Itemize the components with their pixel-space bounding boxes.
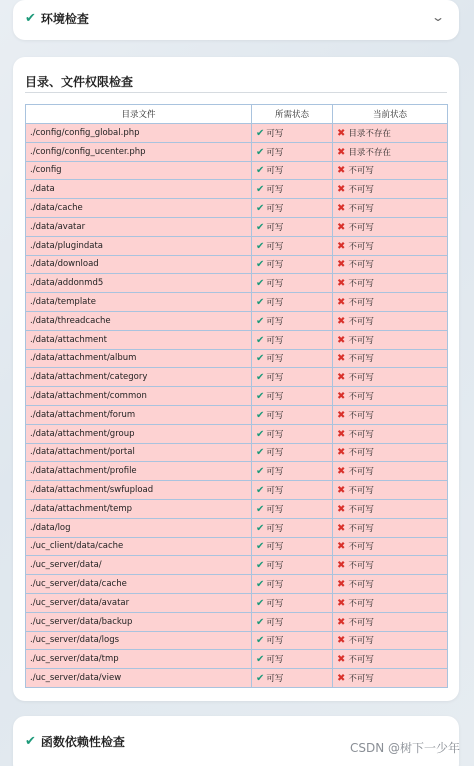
table-row xyxy=(26,669,448,688)
col-header-current: 当前状态 xyxy=(333,105,448,124)
current-cell xyxy=(333,650,448,669)
required-cell xyxy=(252,669,333,688)
cross-icon: ✖ xyxy=(337,334,346,346)
path-cell: ./data/plugindata xyxy=(26,236,252,255)
check-icon: ✔ xyxy=(256,654,265,666)
cross-icon: ✖ xyxy=(337,447,346,459)
required-cell xyxy=(252,330,333,349)
current-status: 不可写 xyxy=(348,279,374,290)
table-row xyxy=(26,255,448,274)
path-cell: ./config xyxy=(26,161,252,180)
check-icon: ✔ xyxy=(256,560,265,572)
check-icon: ✔ xyxy=(256,259,265,271)
current-status: 不可写 xyxy=(348,655,374,666)
required-status: 可写 xyxy=(266,655,284,666)
path-cell: ./uc_server/data/tmp xyxy=(26,650,252,669)
cross-icon: ✖ xyxy=(337,146,346,158)
cross-icon: ✖ xyxy=(337,315,346,327)
current-cell xyxy=(333,424,448,443)
cross-icon: ✖ xyxy=(337,353,346,365)
cross-icon: ✖ xyxy=(337,240,346,252)
check-icon: ✔ xyxy=(256,597,265,609)
cross-icon: ✖ xyxy=(337,560,346,572)
required-cell xyxy=(252,387,333,406)
watermark: CSDN @树下一少年 xyxy=(349,741,460,755)
table-header-row xyxy=(26,105,448,124)
current-status: 不可写 xyxy=(348,335,374,346)
current-status: 不可写 xyxy=(348,222,374,233)
check-icon: ✔ xyxy=(256,391,265,403)
check-icon: ✔ xyxy=(25,11,36,26)
current-status: 不可写 xyxy=(348,298,374,309)
current-status: 不可写 xyxy=(348,636,374,647)
cross-icon: ✖ xyxy=(337,597,346,609)
required-cell xyxy=(252,255,333,274)
required-status: 可写 xyxy=(266,617,284,628)
path-cell: ./data/attachment/forum xyxy=(26,405,252,424)
required-cell xyxy=(252,274,333,293)
current-cell xyxy=(333,499,448,518)
path-cell: ./data/attachment xyxy=(26,330,252,349)
current-cell xyxy=(333,255,448,274)
required-status: 可写 xyxy=(266,392,284,403)
required-cell xyxy=(252,556,333,575)
cross-icon: ✖ xyxy=(337,372,346,384)
required-status: 可写 xyxy=(266,598,284,609)
check-icon: ✔ xyxy=(256,203,265,215)
current-cell xyxy=(333,293,448,312)
current-status: 目录不存在 xyxy=(348,128,391,139)
check-icon: ✔ xyxy=(256,372,265,384)
required-cell xyxy=(252,537,333,556)
current-cell xyxy=(333,236,448,255)
current-cell xyxy=(333,462,448,481)
path-cell: ./data/attachment/portal xyxy=(26,443,252,462)
path-cell: ./data/avatar xyxy=(26,217,252,236)
check-icon: ✔ xyxy=(256,221,265,233)
required-cell xyxy=(252,124,333,143)
table-row xyxy=(26,236,448,255)
table-row xyxy=(26,311,448,330)
check-icon: ✔ xyxy=(256,673,265,684)
table-row xyxy=(26,142,448,161)
current-cell xyxy=(333,405,448,424)
cross-icon: ✖ xyxy=(337,259,346,271)
check-icon: ✔ xyxy=(256,278,265,290)
function-check-header xyxy=(25,733,125,750)
check-icon: ✔ xyxy=(256,635,265,647)
table-row xyxy=(26,462,448,481)
cross-icon: ✖ xyxy=(337,428,346,440)
path-cell: ./config/config_global.php xyxy=(26,124,252,143)
current-status: 不可写 xyxy=(348,204,374,215)
cross-icon: ✖ xyxy=(337,466,346,478)
required-cell xyxy=(252,311,333,330)
check-icon: ✔ xyxy=(256,315,265,327)
chevron-down-icon[interactable]: ⌄ xyxy=(430,10,446,24)
path-cell: ./data/threadcache xyxy=(26,311,252,330)
table-row xyxy=(26,481,448,500)
current-status: 不可写 xyxy=(348,354,374,365)
path-cell: ./data/addonmd5 xyxy=(26,274,252,293)
check-icon: ✔ xyxy=(256,165,265,177)
check-icon: ✔ xyxy=(256,466,265,478)
current-status: 不可写 xyxy=(348,392,374,403)
current-status: 不可写 xyxy=(348,241,374,252)
current-cell xyxy=(333,481,448,500)
required-cell xyxy=(252,631,333,650)
required-status: 可写 xyxy=(266,523,284,534)
cross-icon: ✖ xyxy=(337,409,346,421)
current-status: 不可写 xyxy=(348,316,374,327)
required-status: 可写 xyxy=(266,636,284,647)
required-cell xyxy=(252,650,333,669)
required-cell xyxy=(252,593,333,612)
table-row xyxy=(26,293,448,312)
check-icon: ✔ xyxy=(256,146,265,158)
required-status: 可写 xyxy=(266,373,284,384)
permission-check-title: 目录、文件权限检查 xyxy=(25,75,134,89)
required-status: 可写 xyxy=(266,298,284,309)
required-status: 可写 xyxy=(266,410,284,421)
current-status: 不可写 xyxy=(348,580,374,591)
cross-icon: ✖ xyxy=(337,654,346,666)
path-cell: ./uc_server/data/backup xyxy=(26,612,252,631)
table-row xyxy=(26,443,448,462)
path-cell: ./uc_server/data/logs xyxy=(26,631,252,650)
cross-icon: ✖ xyxy=(337,579,346,591)
current-status: 不可写 xyxy=(348,185,374,196)
check-icon: ✔ xyxy=(25,734,36,749)
table-row xyxy=(26,274,448,293)
path-cell: ./uc_server/data/view xyxy=(26,669,252,688)
check-icon: ✔ xyxy=(256,127,265,139)
current-status: 不可写 xyxy=(348,166,374,177)
required-status: 可写 xyxy=(266,486,284,497)
current-status: 目录不存在 xyxy=(348,147,391,158)
table-row xyxy=(26,199,448,218)
table-row xyxy=(26,518,448,537)
table-row xyxy=(26,593,448,612)
cross-icon: ✖ xyxy=(337,635,346,647)
required-cell xyxy=(252,142,333,161)
function-check-title: 函数依赖性检查 xyxy=(40,735,125,749)
required-cell xyxy=(252,199,333,218)
path-cell: ./data/attachment/common xyxy=(26,387,252,406)
path-cell: ./data xyxy=(26,180,252,199)
current-status: 不可写 xyxy=(348,561,374,572)
check-icon: ✔ xyxy=(256,503,265,515)
table-row xyxy=(26,537,448,556)
current-status: 不可写 xyxy=(348,448,374,459)
required-cell xyxy=(252,293,333,312)
required-status: 可写 xyxy=(266,222,284,233)
check-icon: ✔ xyxy=(256,240,265,252)
env-check-header xyxy=(25,10,89,27)
current-status: 不可写 xyxy=(348,674,374,684)
cross-icon: ✖ xyxy=(337,503,346,515)
path-cell: ./data/attachment/temp xyxy=(26,499,252,518)
required-status: 可写 xyxy=(266,429,284,440)
required-cell xyxy=(252,236,333,255)
current-cell xyxy=(333,199,448,218)
check-icon: ✔ xyxy=(256,579,265,591)
current-cell xyxy=(333,217,448,236)
cross-icon: ✖ xyxy=(337,297,346,309)
cross-icon: ✖ xyxy=(337,221,346,233)
table-row xyxy=(26,499,448,518)
required-cell xyxy=(252,518,333,537)
current-cell xyxy=(333,142,448,161)
current-status: 不可写 xyxy=(348,467,374,478)
current-cell xyxy=(333,443,448,462)
cross-icon: ✖ xyxy=(337,391,346,403)
path-cell: ./data/attachment/group xyxy=(26,424,252,443)
cross-icon: ✖ xyxy=(337,184,346,196)
check-icon: ✔ xyxy=(256,485,265,497)
permission-check-section xyxy=(13,57,459,701)
path-cell: ./uc_client/data/cache xyxy=(26,537,252,556)
current-status: 不可写 xyxy=(348,373,374,384)
required-cell xyxy=(252,424,333,443)
check-icon: ✔ xyxy=(256,409,265,421)
check-icon: ✔ xyxy=(256,334,265,346)
current-status: 不可写 xyxy=(348,429,374,440)
current-cell xyxy=(333,537,448,556)
table-row xyxy=(26,575,448,594)
env-check-section[interactable] xyxy=(13,0,459,40)
title-divider xyxy=(25,92,447,93)
table-row xyxy=(26,368,448,387)
required-cell xyxy=(252,368,333,387)
required-cell xyxy=(252,612,333,631)
path-cell: ./data/template xyxy=(26,293,252,312)
path-cell: ./uc_server/data/cache xyxy=(26,575,252,594)
required-status: 可写 xyxy=(266,185,284,196)
table-row xyxy=(26,349,448,368)
required-cell xyxy=(252,575,333,594)
cross-icon: ✖ xyxy=(337,203,346,215)
env-check-title: 环境检查 xyxy=(40,12,89,26)
check-icon: ✔ xyxy=(256,447,265,459)
current-cell xyxy=(333,311,448,330)
path-cell: ./data/attachment/swfupload xyxy=(26,481,252,500)
current-cell xyxy=(333,368,448,387)
required-status: 可写 xyxy=(266,354,284,365)
current-cell xyxy=(333,387,448,406)
table-row xyxy=(26,612,448,631)
path-cell: ./config/config_ucenter.php xyxy=(26,142,252,161)
table-row xyxy=(26,556,448,575)
current-status: 不可写 xyxy=(348,410,374,421)
required-status: 可写 xyxy=(266,561,284,572)
current-cell xyxy=(333,330,448,349)
col-header-path: 目录文件 xyxy=(26,105,252,124)
path-cell: ./data/cache xyxy=(26,199,252,218)
required-cell xyxy=(252,161,333,180)
current-cell xyxy=(333,180,448,199)
required-status: 可写 xyxy=(266,166,284,177)
required-cell xyxy=(252,180,333,199)
current-status: 不可写 xyxy=(348,504,374,515)
table-row xyxy=(26,387,448,406)
current-cell xyxy=(333,518,448,537)
current-cell xyxy=(333,631,448,650)
table-row xyxy=(26,424,448,443)
cross-icon: ✖ xyxy=(337,541,346,553)
cross-icon: ✖ xyxy=(337,673,346,684)
required-cell xyxy=(252,349,333,368)
current-status: 不可写 xyxy=(348,617,374,628)
required-cell xyxy=(252,481,333,500)
current-cell xyxy=(333,593,448,612)
check-icon: ✔ xyxy=(256,428,265,440)
cross-icon: ✖ xyxy=(337,485,346,497)
required-status: 可写 xyxy=(266,204,284,215)
table-row xyxy=(26,217,448,236)
table-row xyxy=(26,124,448,143)
path-cell: ./uc_server/data/avatar xyxy=(26,593,252,612)
current-cell xyxy=(333,612,448,631)
required-status: 可写 xyxy=(266,241,284,252)
required-status: 可写 xyxy=(266,448,284,459)
required-status: 可写 xyxy=(266,316,284,327)
required-status: 可写 xyxy=(266,504,284,515)
required-status: 可写 xyxy=(266,335,284,346)
table-row xyxy=(26,161,448,180)
current-status: 不可写 xyxy=(348,486,374,497)
table-row xyxy=(26,405,448,424)
current-cell xyxy=(333,349,448,368)
current-status: 不可写 xyxy=(348,542,374,553)
cross-icon: ✖ xyxy=(337,616,346,628)
current-status: 不可写 xyxy=(348,598,374,609)
table-row xyxy=(26,180,448,199)
path-cell: ./data/attachment/profile xyxy=(26,462,252,481)
path-cell: ./data/attachment/album xyxy=(26,349,252,368)
check-icon: ✔ xyxy=(256,353,265,365)
required-status: 可写 xyxy=(266,674,284,684)
cross-icon: ✖ xyxy=(337,278,346,290)
current-cell xyxy=(333,575,448,594)
current-cell xyxy=(333,161,448,180)
required-status: 可写 xyxy=(266,542,284,553)
path-cell: ./uc_server/data/ xyxy=(26,556,252,575)
permission-table xyxy=(25,104,448,688)
required-status: 可写 xyxy=(266,128,284,139)
required-status: 可写 xyxy=(266,580,284,591)
table-row xyxy=(26,650,448,669)
required-status: 可写 xyxy=(266,147,284,158)
path-cell: ./data/attachment/category xyxy=(26,368,252,387)
check-icon: ✔ xyxy=(256,541,265,553)
path-cell: ./data/download xyxy=(26,255,252,274)
required-status: 可写 xyxy=(266,260,284,271)
current-cell xyxy=(333,556,448,575)
cross-icon: ✖ xyxy=(337,522,346,534)
check-icon: ✔ xyxy=(256,616,265,628)
table-row xyxy=(26,631,448,650)
required-cell xyxy=(252,462,333,481)
col-header-required: 所需状态 xyxy=(252,105,333,124)
check-icon: ✔ xyxy=(256,522,265,534)
check-icon: ✔ xyxy=(256,184,265,196)
path-cell: ./data/log xyxy=(26,518,252,537)
required-cell xyxy=(252,217,333,236)
current-status: 不可写 xyxy=(348,523,374,534)
required-cell xyxy=(252,405,333,424)
check-icon: ✔ xyxy=(256,297,265,309)
required-status: 可写 xyxy=(266,467,284,478)
cross-icon: ✖ xyxy=(337,127,346,139)
current-cell xyxy=(333,274,448,293)
current-cell xyxy=(333,124,448,143)
current-cell xyxy=(333,669,448,688)
required-cell xyxy=(252,499,333,518)
required-status: 可写 xyxy=(266,279,284,290)
cross-icon: ✖ xyxy=(337,165,346,177)
current-status: 不可写 xyxy=(348,260,374,271)
required-cell xyxy=(252,443,333,462)
table-row xyxy=(26,330,448,349)
